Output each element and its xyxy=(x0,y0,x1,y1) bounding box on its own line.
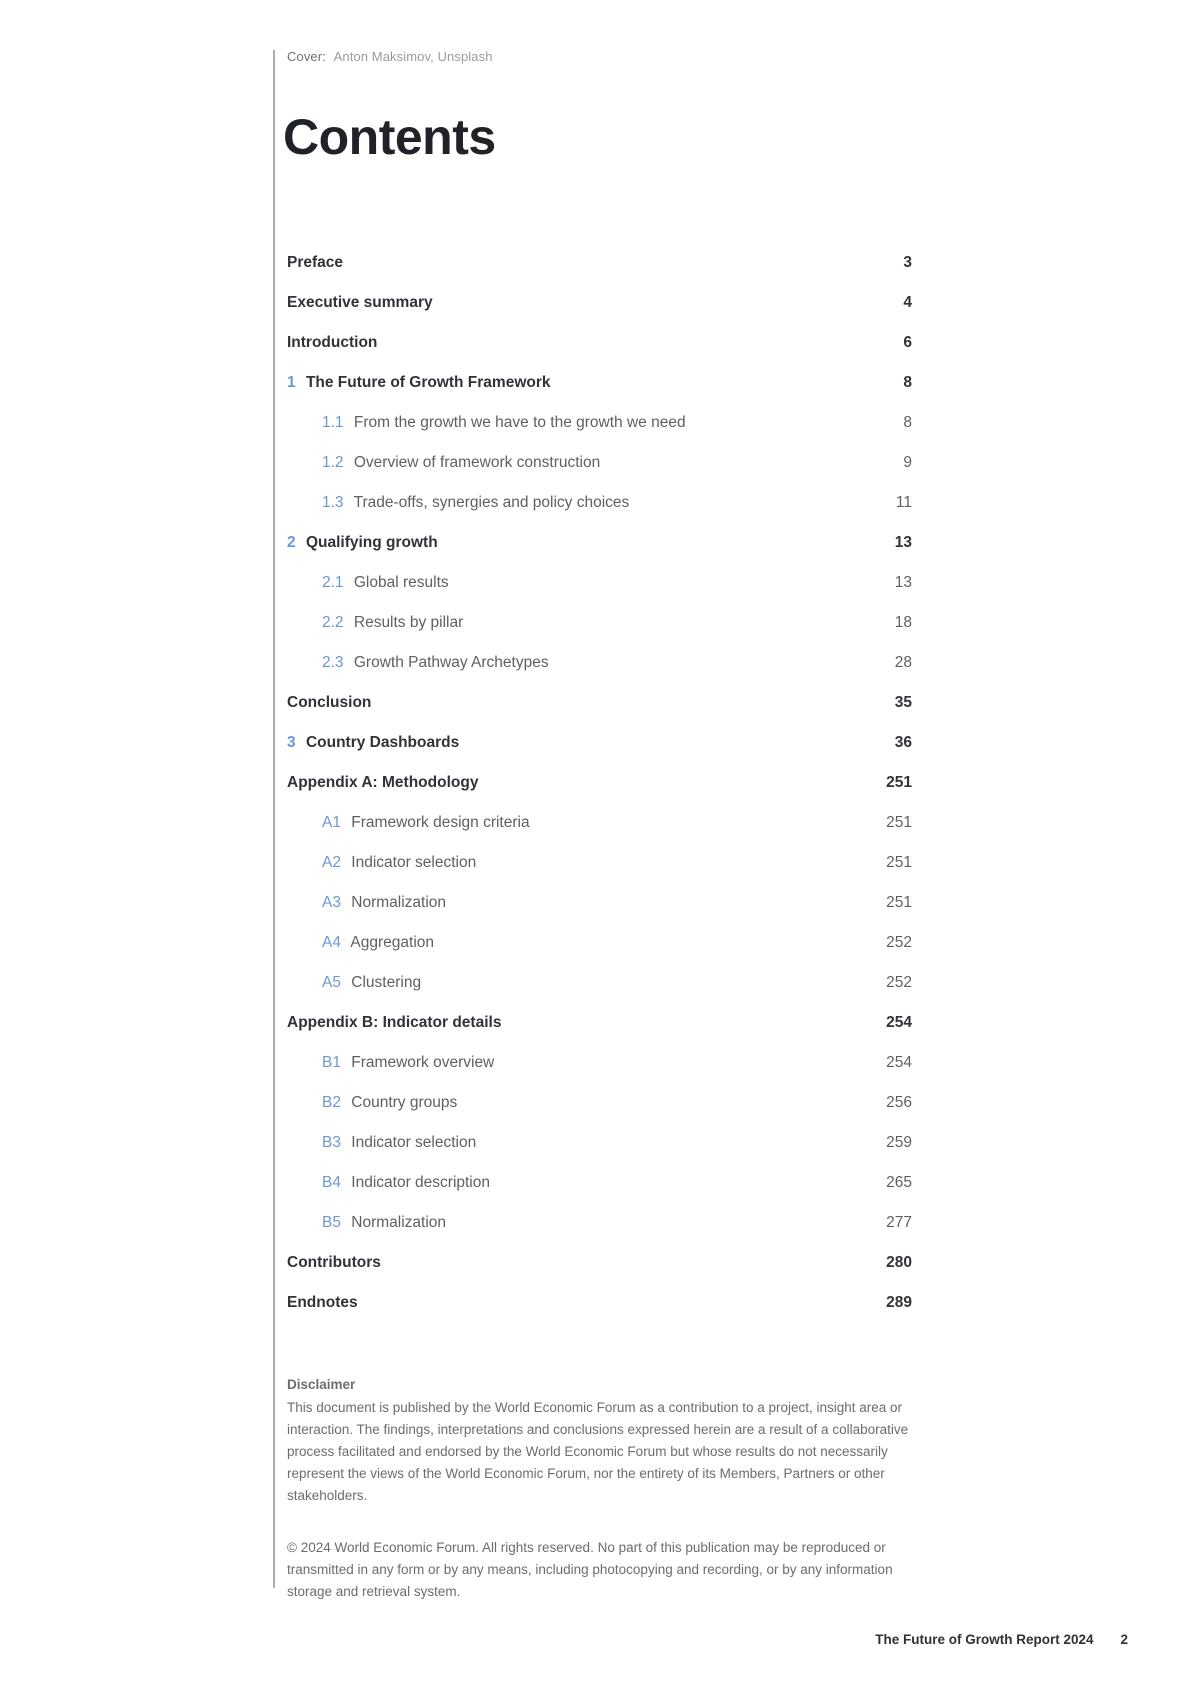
toc-entry-label: Indicator description xyxy=(351,1174,490,1191)
toc-entry-number: A3 xyxy=(322,894,341,911)
toc-entry[interactable] xyxy=(287,883,912,923)
toc-entry-number: A4 xyxy=(322,934,341,951)
toc-entry-label: Indicator selection xyxy=(351,1134,477,1151)
toc-entry-text xyxy=(287,363,551,403)
toc-entry-page: 4 xyxy=(903,294,912,311)
toc-entry-label: Global results xyxy=(353,574,449,591)
toc-entry-label: Appendix A: Methodology xyxy=(287,774,479,791)
disclaimer-body: This document is published by the World Economic Forum as a contribution to a project, insight area or interaction. The findings, interpretations and conclusions expressed herein are a result of a collaborative process facilitated and endorsed by the World Economic Forum but whose results do not necessarily represent the views of the World Economic Forum, nor the entirety of its Members, Partners or other stakeholders. xyxy=(287,1400,909,1503)
toc-entry-label: Conclusion xyxy=(287,694,372,711)
toc-entry-page: 11 xyxy=(895,494,912,511)
toc-entry-text xyxy=(322,443,600,483)
toc-entry-text xyxy=(287,283,433,323)
toc-entry-page: 251 xyxy=(886,774,912,791)
toc-entry[interactable] xyxy=(287,1203,912,1243)
toc-entry[interactable] xyxy=(287,963,912,1003)
toc-entry-text xyxy=(322,603,463,643)
toc-entry-page: 251 xyxy=(886,814,912,831)
toc-entry[interactable] xyxy=(287,443,912,483)
toc-entry-number: 1.1 xyxy=(322,414,344,431)
toc-entry-text xyxy=(322,803,530,843)
page-title: Contents xyxy=(283,109,496,165)
toc-entry[interactable] xyxy=(287,1243,912,1283)
toc-entry-text xyxy=(322,923,434,963)
toc-entry-page: 35 xyxy=(894,694,912,711)
toc-entry-text xyxy=(322,1043,494,1083)
toc-entry-number: 3 xyxy=(287,734,296,751)
toc-entry-label: Qualifying growth xyxy=(305,534,438,551)
toc-entry-page: 254 xyxy=(886,1014,912,1031)
toc-entry-text xyxy=(287,243,343,283)
toc-entry-page: 251 xyxy=(886,894,912,911)
toc-entry[interactable] xyxy=(287,403,912,443)
toc-entry[interactable] xyxy=(287,843,912,883)
toc-entry-text xyxy=(287,763,478,803)
toc-entry-page: 254 xyxy=(886,1054,912,1071)
toc-entry-number: A1 xyxy=(322,814,341,831)
toc-entry[interactable] xyxy=(287,1123,912,1163)
toc-entry-number: A2 xyxy=(322,854,341,871)
toc-entry-page: 36 xyxy=(894,734,912,751)
toc-entry-text xyxy=(287,683,371,723)
toc-entry-text xyxy=(287,523,438,563)
page-footer xyxy=(875,1632,1128,1647)
toc-entry-page: 251 xyxy=(886,854,912,871)
toc-list xyxy=(287,243,912,1323)
toc-entry-label: Overview of framework construction xyxy=(353,454,601,471)
toc-entry[interactable] xyxy=(287,923,912,963)
toc-entry-label: Appendix B: Indicator details xyxy=(287,1014,502,1031)
toc-entry-text xyxy=(322,1083,457,1123)
toc-entry[interactable] xyxy=(287,1283,912,1323)
toc-entry-number: 1.3 xyxy=(322,494,344,511)
toc-entry-label: Clustering xyxy=(351,974,422,991)
toc-entry-text xyxy=(322,403,686,443)
toc-entry-page: 252 xyxy=(886,934,912,951)
toc-entry-page: 280 xyxy=(886,1254,912,1271)
toc-entry[interactable] xyxy=(287,1043,912,1083)
toc-entry-text xyxy=(322,643,549,683)
toc-entry[interactable] xyxy=(287,723,912,763)
toc-entry-number: B3 xyxy=(322,1134,341,1151)
toc-entry[interactable] xyxy=(287,1003,912,1043)
toc-entry-label: Trade-offs, synergies and policy choices xyxy=(353,494,630,511)
toc-entry-page: 8 xyxy=(903,374,912,391)
toc-entry[interactable] xyxy=(287,603,912,643)
toc-entry-number: B5 xyxy=(322,1214,341,1231)
cover-credit-label: Cover: xyxy=(287,49,326,64)
toc-entry-text xyxy=(322,843,476,883)
toc-entry-label: Executive summary xyxy=(287,294,433,311)
toc-entry-text xyxy=(322,1203,446,1243)
toc-entry[interactable] xyxy=(287,643,912,683)
left-vertical-rule xyxy=(273,50,275,1588)
toc-entry-page: 6 xyxy=(903,334,912,351)
toc-entry-label: Endnotes xyxy=(287,1294,358,1311)
toc-entry-number: 2.2 xyxy=(322,614,344,631)
toc-entry-label: Contributors xyxy=(287,1254,381,1271)
toc-entry-label: Results by pillar xyxy=(353,614,464,631)
toc-entry-label: The Future of Growth Framework xyxy=(305,374,551,391)
toc-entry[interactable] xyxy=(287,1163,912,1203)
toc-entry[interactable] xyxy=(287,483,912,523)
cover-credit xyxy=(287,49,493,65)
toc-entry-page: 13 xyxy=(894,534,912,551)
toc-entry-number: A5 xyxy=(322,974,341,991)
copyright-section xyxy=(287,1537,911,1603)
toc-entry-text xyxy=(287,1003,501,1043)
toc-entry[interactable] xyxy=(287,363,912,403)
toc-entry-text xyxy=(322,563,449,603)
toc-entry-page: 259 xyxy=(886,1134,912,1151)
toc-entry-page: 277 xyxy=(886,1214,912,1231)
toc-entry-text xyxy=(287,323,377,363)
toc-entry[interactable] xyxy=(287,683,912,723)
toc-entry-label: Growth Pathway Archetypes xyxy=(353,654,549,671)
toc-entry[interactable] xyxy=(287,523,912,563)
toc-entry-number: B2 xyxy=(322,1094,341,1111)
toc-entry[interactable] xyxy=(287,243,912,283)
toc-entry-text xyxy=(322,883,446,923)
toc-entry[interactable] xyxy=(287,803,912,843)
toc-entry-page: 9 xyxy=(903,454,912,471)
toc-entry-label: From the growth we have to the growth we need xyxy=(353,414,686,431)
toc-entry[interactable] xyxy=(287,323,912,363)
toc-entry-number: B1 xyxy=(322,1054,341,1071)
toc-entry-text xyxy=(287,723,459,763)
copyright-text: © 2024 World Economic Forum. All rights reserved. No part of this publication may be reproduced or transmitted in any form or by any means, including photocopying and recording, or by any information storage and retrieval system. xyxy=(287,1540,893,1599)
toc-entry-number: 2.1 xyxy=(322,574,344,591)
toc-entry[interactable] xyxy=(287,1083,912,1123)
toc-entry-page: 13 xyxy=(894,574,912,591)
toc-entry-page: 18 xyxy=(894,614,912,631)
toc-entry-text xyxy=(322,1123,476,1163)
disclaimer-heading: Disclaimer xyxy=(287,1377,356,1392)
toc-entry-label: Country Dashboards xyxy=(305,734,460,751)
toc-entry-number: B4 xyxy=(322,1174,341,1191)
toc-entry-page: 289 xyxy=(886,1294,912,1311)
toc-entry-text xyxy=(287,1243,381,1283)
toc-entry-number: 1.2 xyxy=(322,454,344,471)
footer-report-title: The Future of Growth Report 2024 xyxy=(875,1632,1094,1647)
disclaimer-section xyxy=(287,1374,911,1507)
toc-entry-label: Normalization xyxy=(351,1214,447,1231)
toc-entry-label: Framework overview xyxy=(351,1054,495,1071)
toc-entry-number: 1 xyxy=(287,374,296,391)
toc-entry-label: Introduction xyxy=(287,334,378,351)
toc-entry-page: 256 xyxy=(886,1094,912,1111)
toc-entry-label: Aggregation xyxy=(350,934,435,951)
footer-page-number: 2 xyxy=(1120,1632,1128,1647)
toc-entry-page: 265 xyxy=(886,1174,912,1191)
toc-entry-page: 8 xyxy=(903,414,912,431)
toc-entry-number: 2.3 xyxy=(322,654,344,671)
toc-entry-page: 3 xyxy=(903,254,912,271)
toc-entry[interactable] xyxy=(287,563,912,603)
toc-entry-page: 252 xyxy=(886,974,912,991)
toc-entry-text xyxy=(287,1283,358,1323)
toc-entry-label: Indicator selection xyxy=(351,854,477,871)
toc-entry[interactable] xyxy=(287,763,912,803)
toc-entry-number: 2 xyxy=(287,534,296,551)
toc-entry-label: Normalization xyxy=(351,894,447,911)
toc-entry-page: 28 xyxy=(894,654,912,671)
toc-entry-text xyxy=(322,1163,490,1203)
toc-entry-text xyxy=(322,963,421,1003)
toc-entry-label: Country groups xyxy=(351,1094,458,1111)
toc-entry-label: Framework design criteria xyxy=(351,814,530,831)
toc-entry[interactable] xyxy=(287,283,912,323)
toc-entry-label: Preface xyxy=(287,254,344,271)
cover-credit-text: Anton Maksimov, Unsplash xyxy=(333,49,493,64)
toc-entry-text xyxy=(322,483,629,523)
